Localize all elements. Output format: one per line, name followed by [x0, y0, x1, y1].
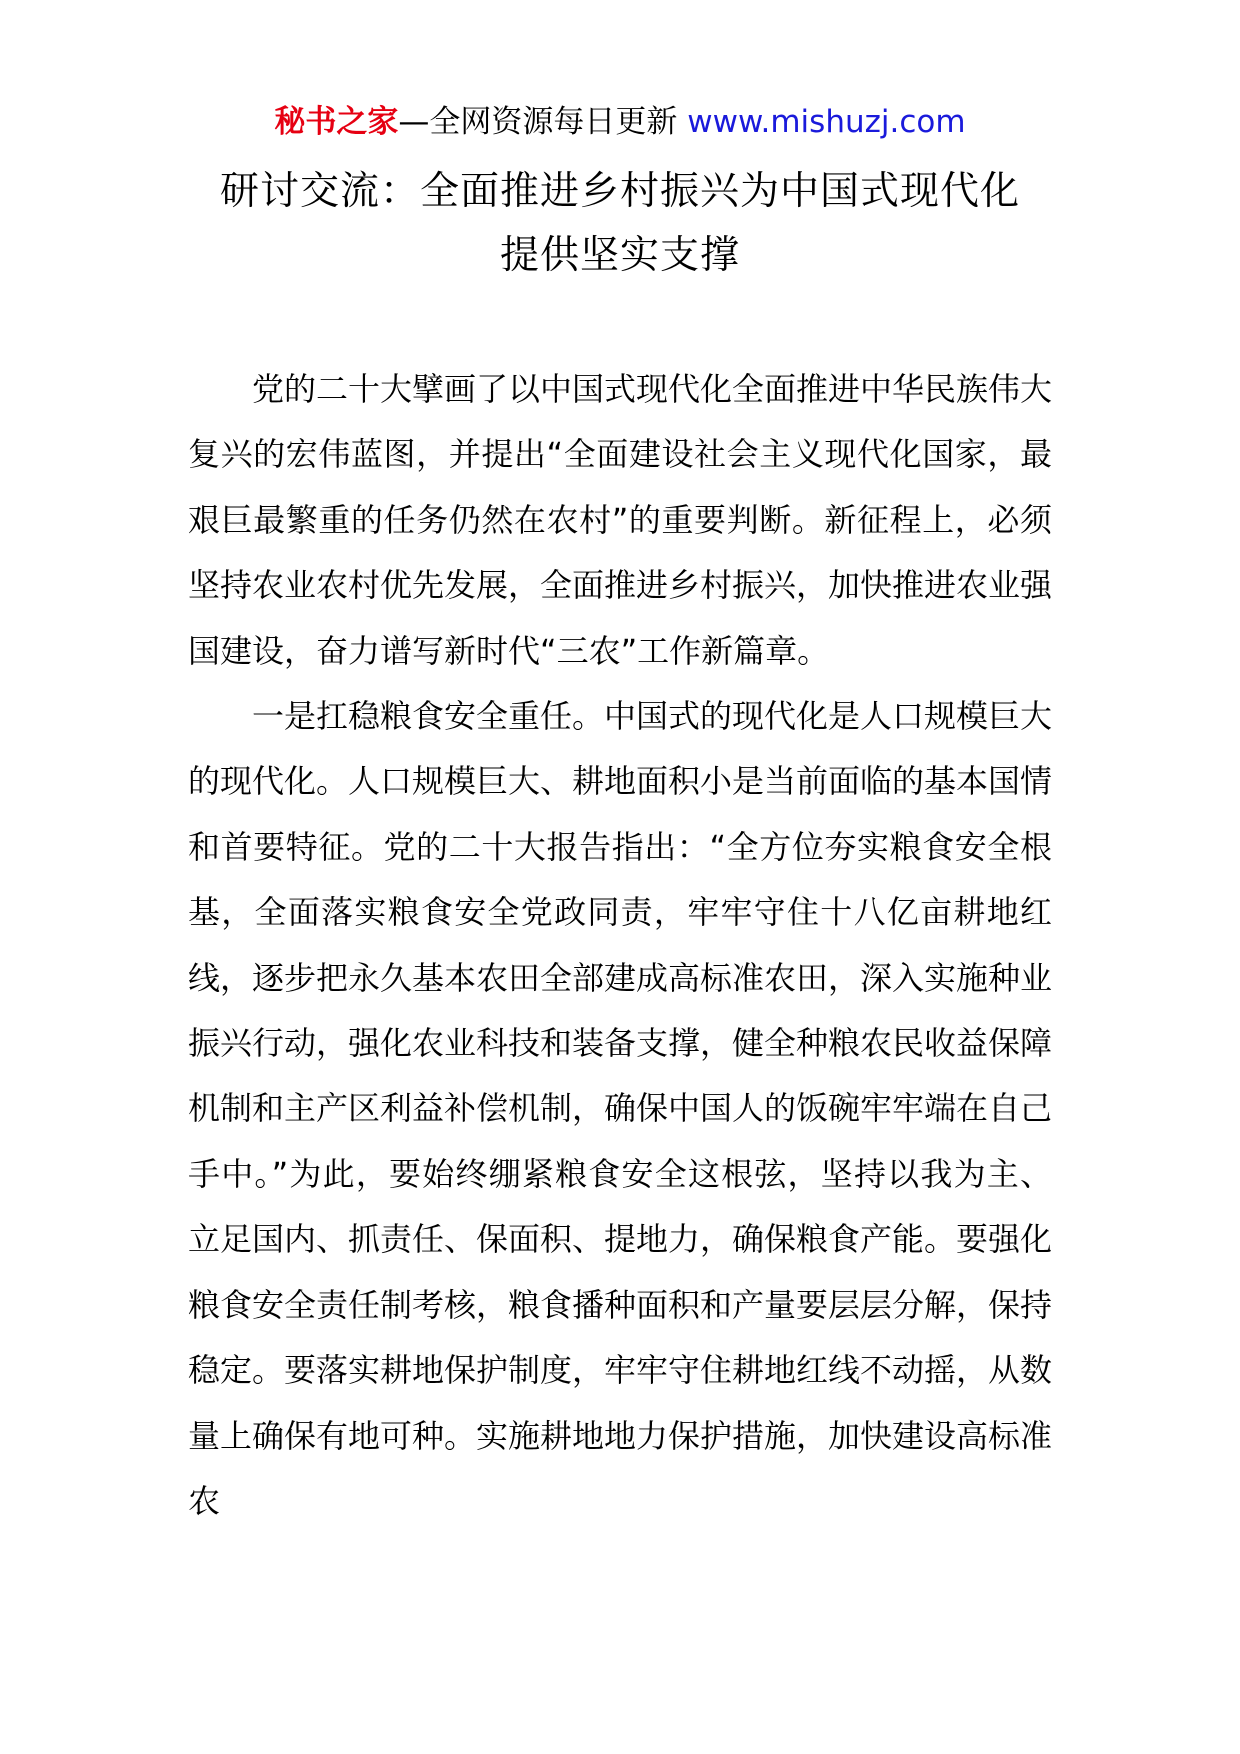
document-body: [188, 357, 1052, 1534]
site-brand-name: 秘书之家: [274, 104, 399, 140]
document-title-line-2: 提供坚实支撑: [499, 233, 740, 278]
paragraph-grain-security: 一是扛稳粮食安全重任。中国式的现代化是人口规模巨大的现代化。人口规模巨大、耕地面积小是当前面临的基本国情和首要特征。党的二十大报告指出：“全方位夯实粮食安全根基，全面落实粮食安全党政同责，牢牢守住十八亿亩耕地红线，逐步把永久基本农田全部建成高标准农田，深入实施种业振兴行动，强化农业科技和装备支撑，健全种粮农民收益保障机制和主产区利益补偿机制，确保中国人的饭碗牢牢端在自己手中。”为此，要始终绷紧粮食安全这根弦，坚持以我为主、立足国内、抓责任、保面积、提地力，确保粮食产能。要强化粮食安全责任制考核，粮食播种面积和产量要层层分解，保持稳定。要落实耕地保护制度，牢牢守住耕地红线不动摇，从数量上确保有地可种。实施耕地地力保护措施，加快建设高标准农: [188, 697, 1053, 1520]
paragraph-intro: 党的二十大擘画了以中国式现代化全面推进中华民族伟大复兴的宏伟蓝图，并提出“全面建设社会主义现代化国家，最艰巨最繁重的任务仍然在农村”的重要判断。新征程上，必须坚持农业农村优先发展，全面推进乡村振兴，加快推进农业强国建设，奋力谱写新时代“三农”工作新篇章。: [188, 370, 1053, 670]
site-url-link[interactable]: www.mishuzj.com: [687, 104, 966, 140]
document-title-line-1: 研讨交流：全面推进乡村振兴为中国式现代化: [219, 169, 1020, 214]
site-tagline: —全网资源每日更新: [398, 104, 688, 140]
document-title: [150, 160, 1090, 288]
site-banner: [0, 100, 1240, 144]
